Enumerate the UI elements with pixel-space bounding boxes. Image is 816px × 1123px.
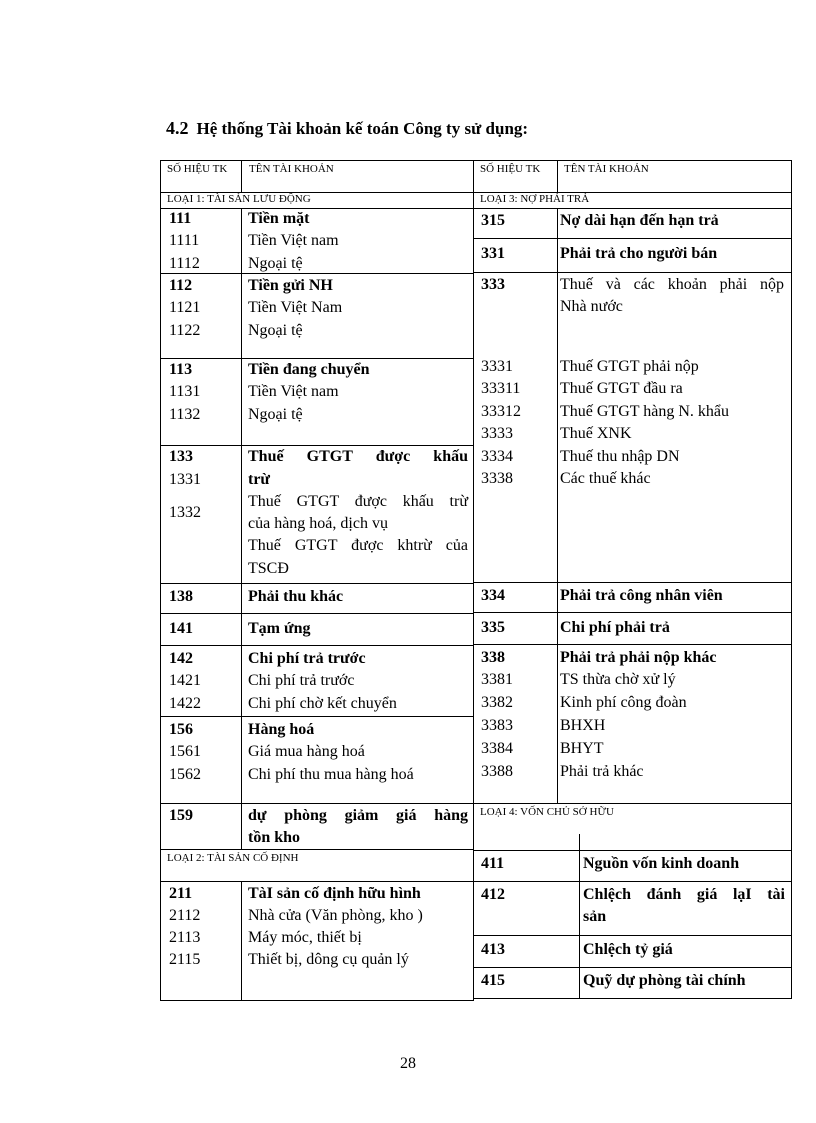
account-block-331 bbox=[474, 238, 792, 273]
account-block-112 bbox=[160, 273, 474, 359]
account-code: 338 bbox=[481, 649, 505, 666]
account-name: Chi phí trả trước bbox=[248, 650, 366, 667]
sub-account-name: Tiền Việt nam bbox=[248, 232, 339, 249]
header-name-left: TÊN TÀI KHOẢN bbox=[249, 163, 334, 175]
sub-account-code: 2112 bbox=[169, 907, 201, 924]
table-header-right bbox=[474, 160, 792, 193]
sub-account-code: 3334 bbox=[481, 448, 513, 465]
sub-account-code: 3382 bbox=[481, 694, 513, 711]
sub-account-code: 1562 bbox=[169, 766, 201, 783]
sub-account-code: 1132 bbox=[169, 406, 201, 423]
sub-account-code: 1131 bbox=[169, 383, 201, 400]
sub-account-name: Các thuế khác bbox=[560, 470, 651, 487]
account-code: 411 bbox=[481, 855, 505, 872]
category-label: LOẠI 4: VỐN CHỦ SỞ HỮU bbox=[480, 806, 614, 818]
sub-account-name: Ngoại tệ bbox=[248, 322, 303, 339]
account-code: 334 bbox=[481, 587, 505, 604]
account-block-133 bbox=[160, 445, 474, 584]
account-block-211 bbox=[160, 881, 474, 1001]
sub-account-name: Chi phí chờ kết chuyển bbox=[248, 695, 397, 712]
sub-account-code: 1421 bbox=[169, 672, 201, 689]
account-code: 335 bbox=[481, 619, 505, 636]
sub-account-name-cont: TSCĐ bbox=[248, 560, 289, 577]
account-code: 141 bbox=[169, 620, 193, 637]
account-name: Tiền gửi NH bbox=[248, 277, 333, 294]
sub-account-name: Chi phí thu mua hàng hoá bbox=[248, 766, 414, 783]
account-block-335 bbox=[474, 612, 792, 645]
sub-account-code: 2115 bbox=[169, 951, 201, 968]
sub-account-name: Thuế GTGT được khấu trừ bbox=[248, 493, 468, 510]
account-block-412 bbox=[474, 881, 792, 936]
account-code: 156 bbox=[169, 721, 193, 738]
page-number: 28 bbox=[400, 1055, 416, 1072]
sub-account-name: Máy móc, thiết bị bbox=[248, 929, 362, 946]
account-name: Nợ dài hạn đến hạn trả bbox=[560, 212, 719, 229]
account-block-338 bbox=[474, 644, 792, 804]
sub-account-code: 3383 bbox=[481, 717, 513, 734]
account-block-159 bbox=[160, 803, 474, 850]
sub-account-name: Nhà cửa (Văn phòng, kho ) bbox=[248, 907, 423, 924]
account-name: dự phòng giảm giá hàng bbox=[248, 807, 468, 824]
sub-account-name: Tiền Việt Nam bbox=[248, 299, 343, 316]
account-name: Chlệch tỷ giá bbox=[583, 941, 673, 958]
account-name: TàI sản cố định hữu hình bbox=[248, 885, 421, 902]
account-block-142 bbox=[160, 645, 474, 717]
sub-account-name: Phải trả khác bbox=[560, 763, 644, 780]
sub-account-code: 1332 bbox=[169, 504, 201, 521]
account-block-138 bbox=[160, 583, 474, 614]
account-code: 333 bbox=[481, 276, 505, 293]
account-block-415 bbox=[474, 967, 792, 999]
account-code: 112 bbox=[169, 277, 193, 294]
account-name-cont: trừ bbox=[248, 471, 271, 488]
account-name-cont: sản bbox=[583, 908, 607, 925]
account-code: 412 bbox=[481, 886, 505, 903]
sub-account-code: 3331 bbox=[481, 358, 513, 375]
category-loai-4 bbox=[474, 803, 792, 851]
account-code: 142 bbox=[169, 650, 193, 667]
sub-account-name: Tiền Việt nam bbox=[248, 383, 339, 400]
account-name-cont: tồn kho bbox=[248, 829, 301, 846]
account-name: Chi phí phải trả bbox=[560, 619, 670, 636]
category-label: LOẠI 3: NỢ PHẢI TRẢ bbox=[480, 193, 590, 205]
account-block-111 bbox=[160, 208, 474, 274]
sub-account-name: BHYT bbox=[560, 740, 604, 757]
account-name: Quỹ dự phòng tài chính bbox=[583, 972, 746, 989]
accounts-table-right bbox=[474, 160, 792, 999]
category-label: LOẠI 2: TÀI SẢN CỐ ĐỊNH bbox=[167, 852, 299, 864]
account-name: Tạm ứng bbox=[248, 620, 311, 637]
sub-account-name: Thuế XNK bbox=[560, 425, 632, 442]
account-block-413 bbox=[474, 935, 792, 968]
sub-account-code: 3388 bbox=[481, 763, 513, 780]
account-name: Nguồn vốn kinh doanh bbox=[583, 855, 740, 872]
sub-account-name: Chi phí trả trước bbox=[248, 672, 355, 689]
sub-account-name-cont: của hàng hoá, dịch vụ bbox=[248, 515, 388, 532]
account-name: Tiền đang chuyển bbox=[248, 361, 370, 378]
header-code-left: SỐ HIỆU TK bbox=[167, 163, 228, 175]
account-name: Thuế và các khoản phải nộp bbox=[560, 276, 784, 293]
sub-account-name: BHXH bbox=[560, 717, 606, 734]
account-block-315 bbox=[474, 208, 792, 239]
sub-account-code: 3338 bbox=[481, 470, 513, 487]
sub-account-code: 2113 bbox=[169, 929, 201, 946]
account-name: Phải thu khác bbox=[248, 588, 344, 605]
section-title: Hệ thống Tài khoản kế toán Công ty sử dụng: bbox=[196, 119, 529, 138]
sub-account-code: 1422 bbox=[169, 695, 201, 712]
sub-account-name: TS thừa chờ xử lý bbox=[560, 671, 676, 688]
sub-account-code: 3381 bbox=[481, 671, 513, 688]
account-code: 415 bbox=[481, 972, 505, 989]
account-block-334 bbox=[474, 582, 792, 613]
sub-account-code: 1331 bbox=[169, 471, 201, 488]
account-code: 315 bbox=[481, 212, 505, 229]
category-loai-3 bbox=[474, 192, 792, 209]
account-block-113 bbox=[160, 358, 474, 446]
account-code: 413 bbox=[481, 941, 505, 958]
sub-account-code: 3333 bbox=[481, 425, 513, 442]
sub-account-name: Thiết bị, dông cụ quản lý bbox=[248, 951, 409, 968]
sub-account-name: Thuế GTGT hàng N. khẩu bbox=[560, 403, 729, 420]
account-block-141 bbox=[160, 613, 474, 646]
account-code: 159 bbox=[169, 807, 193, 824]
accounts-table-left bbox=[160, 160, 474, 1001]
sub-account-code: 1122 bbox=[169, 322, 201, 339]
account-name: Chlệch đánh giá lạI tài bbox=[583, 886, 785, 903]
sub-account-code: 33311 bbox=[481, 380, 521, 397]
header-code-right: SỐ HIỆU TK bbox=[480, 163, 541, 175]
account-name: Thuế GTGT được khấu bbox=[248, 448, 468, 465]
account-code: 331 bbox=[481, 245, 505, 262]
account-name: Hàng hoá bbox=[248, 721, 315, 738]
account-block-411 bbox=[474, 850, 792, 882]
account-name: Phải trả phải nộp khác bbox=[560, 649, 717, 666]
sub-account-code: 1112 bbox=[169, 255, 200, 272]
account-name-cont: Nhà nước bbox=[560, 298, 623, 315]
sub-account-name: Thuế thu nhập DN bbox=[560, 448, 680, 465]
account-code: 113 bbox=[169, 361, 193, 378]
sub-account-code: 33312 bbox=[481, 403, 521, 420]
account-code: 211 bbox=[169, 885, 193, 902]
category-loai-1 bbox=[160, 192, 474, 209]
sub-account-code: 1111 bbox=[169, 232, 200, 249]
sub-account-name: Thuế GTGT phải nộp bbox=[560, 358, 699, 375]
sub-account-name: Ngoại tệ bbox=[248, 255, 303, 272]
account-name: Tiền mặt bbox=[248, 210, 310, 227]
account-block-333 bbox=[474, 272, 792, 583]
table-header-left bbox=[160, 160, 474, 193]
header-name-right: TÊN TÀI KHOẢN bbox=[564, 163, 649, 175]
sub-account-name: Ngoại tệ bbox=[248, 406, 303, 423]
sub-account-name: Thuế GTGT được khtrừ của bbox=[248, 537, 468, 554]
sub-account-name: Thuế GTGT đầu ra bbox=[560, 380, 683, 397]
account-code: 138 bbox=[169, 588, 193, 605]
sub-account-code: 1121 bbox=[169, 299, 201, 316]
account-name: Phải trả công nhân viên bbox=[560, 587, 723, 604]
section-number: 4.2 bbox=[166, 118, 189, 138]
account-code: 111 bbox=[169, 210, 192, 227]
section-heading bbox=[166, 118, 528, 139]
account-block-156 bbox=[160, 716, 474, 804]
sub-account-name: Giá mua hàng hoá bbox=[248, 743, 365, 760]
account-code: 133 bbox=[169, 448, 193, 465]
sub-account-name: Kinh phí công đoàn bbox=[560, 694, 687, 711]
category-loai-2 bbox=[160, 849, 474, 882]
sub-account-code: 1561 bbox=[169, 743, 201, 760]
sub-account-code: 3384 bbox=[481, 740, 513, 757]
category-label: LOẠI 1: TÀI SẢN LƯU ĐỘNG bbox=[167, 193, 311, 205]
account-name: Phải trả cho người bán bbox=[560, 245, 718, 262]
